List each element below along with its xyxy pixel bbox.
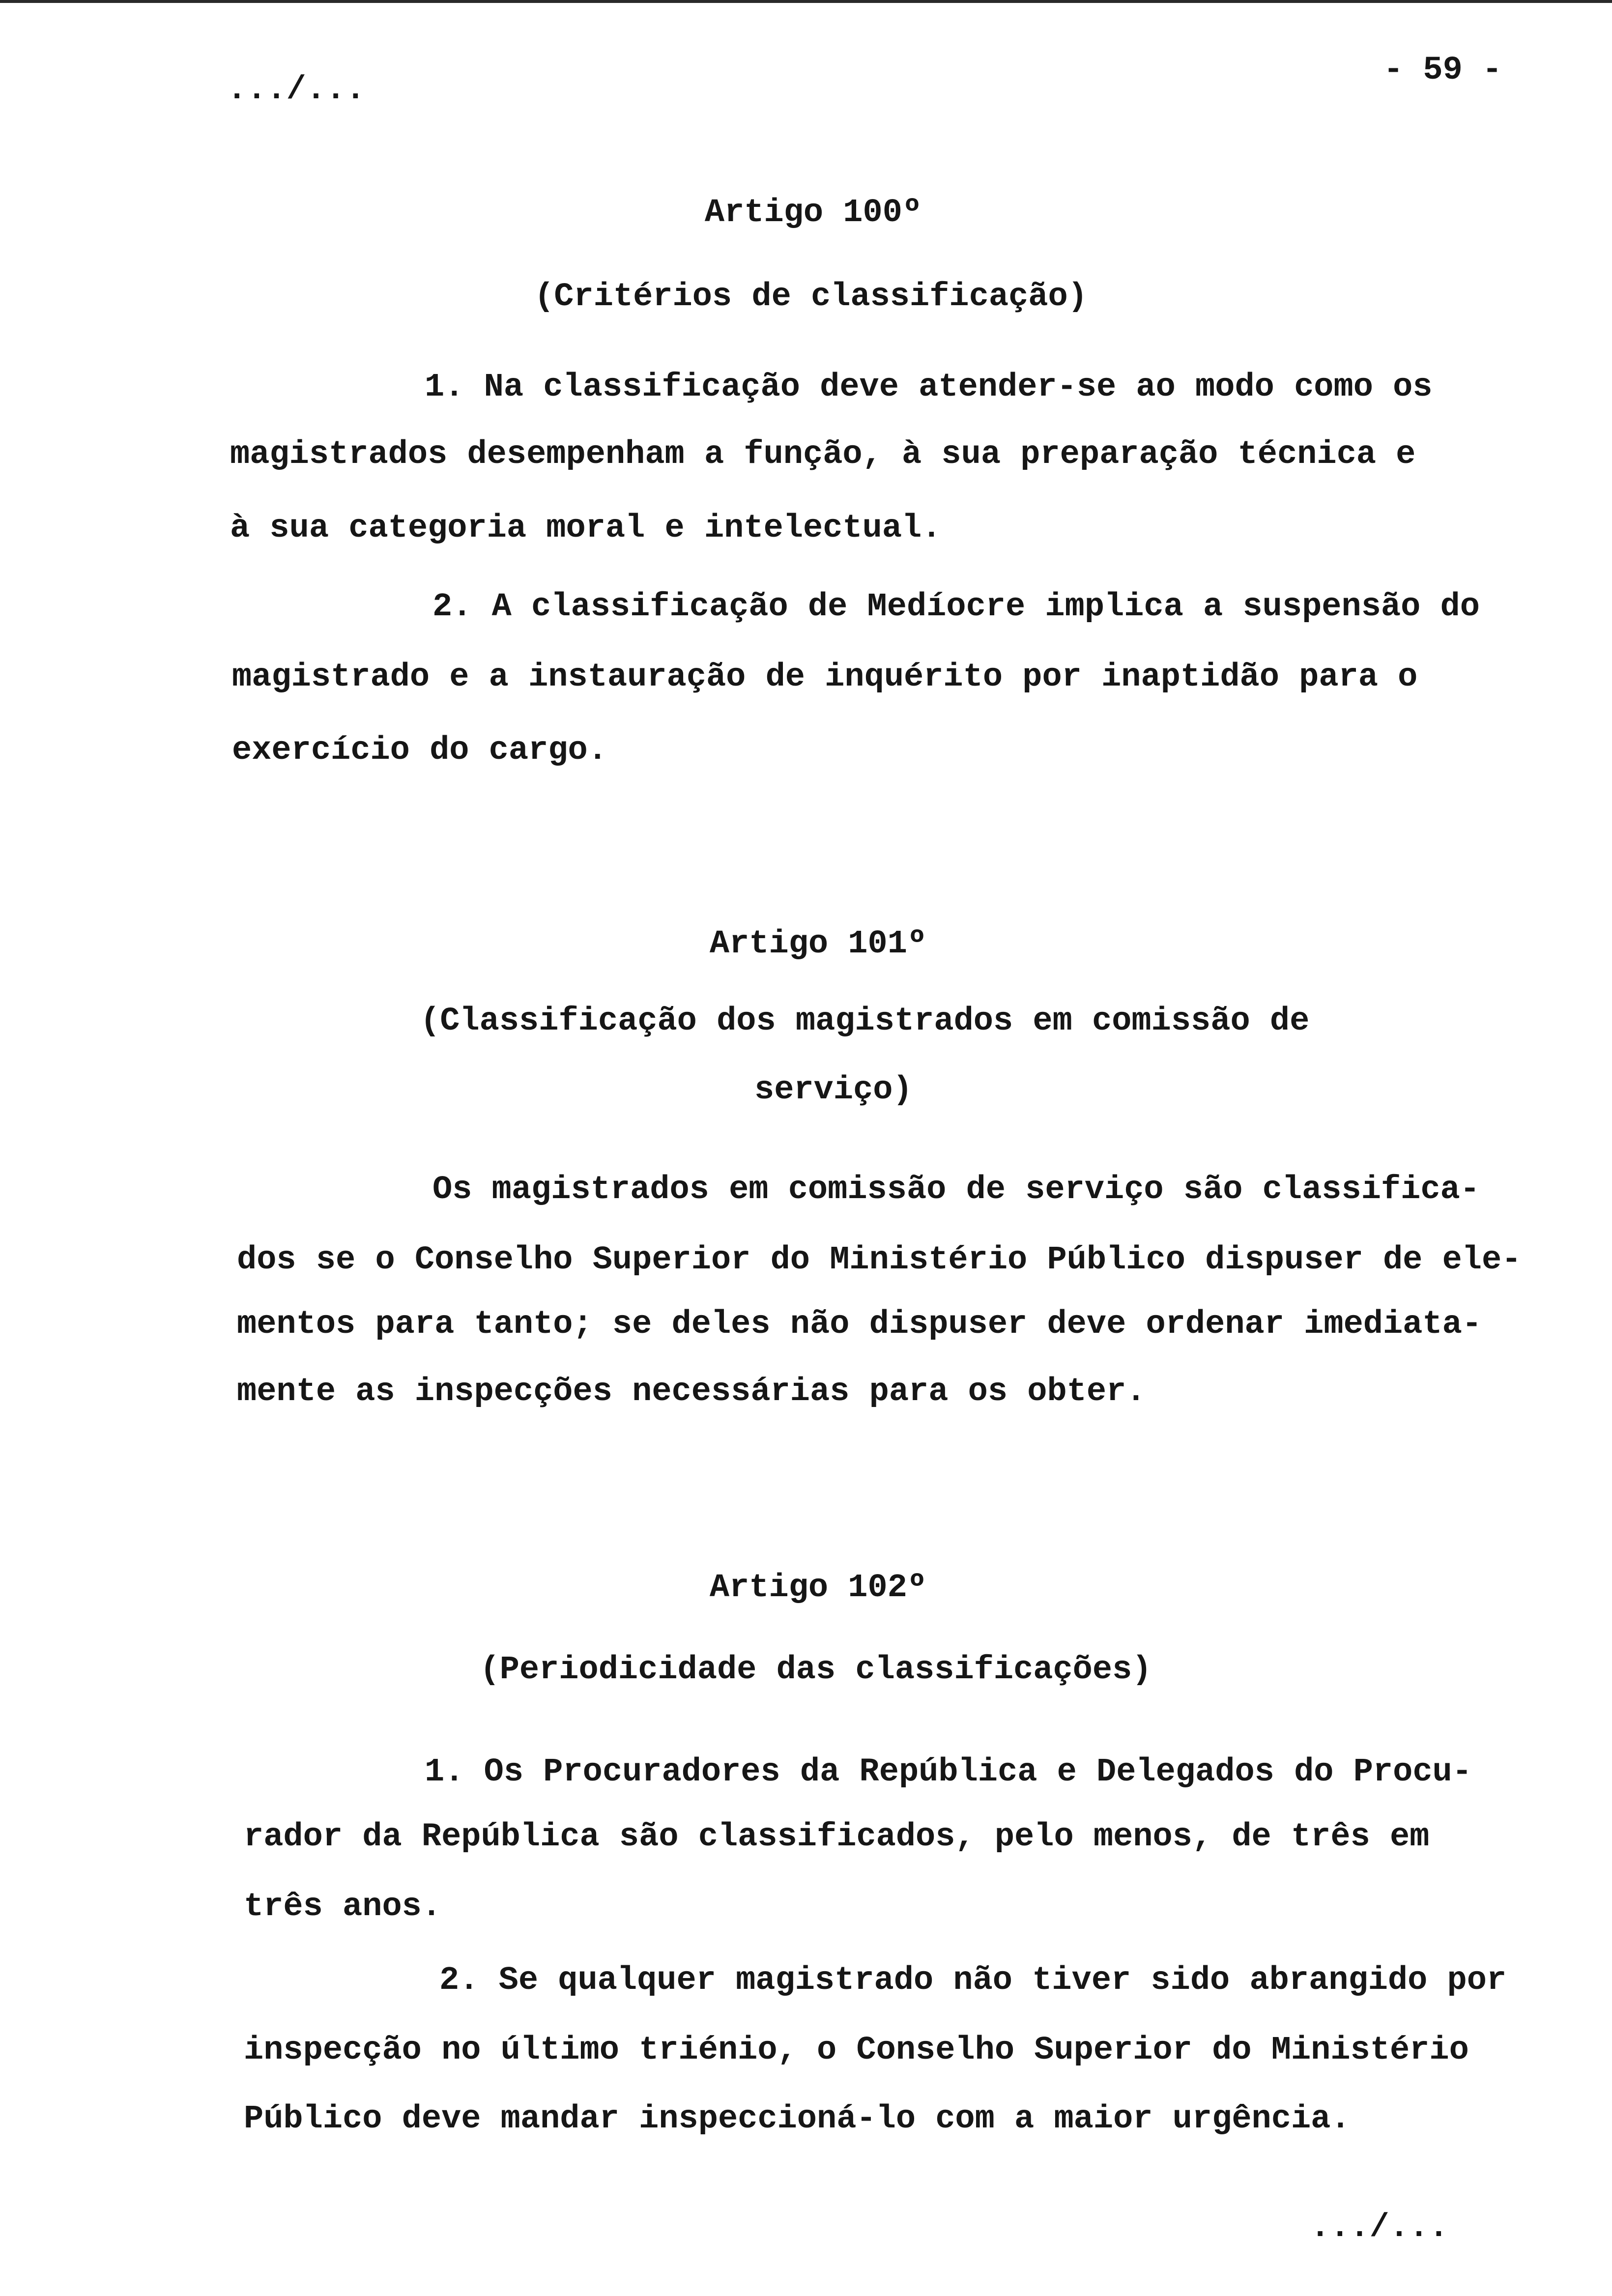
article-100-heading: (Critérios de classificação): [534, 278, 1088, 316]
article-100-line: exercício do cargo.: [232, 732, 607, 769]
article-100-line: à sua categoria moral e intelectual.: [230, 510, 942, 547]
article-100-title: Artigo 100º: [704, 194, 922, 231]
article-102-line: rador da República são classificados, pelo menos, de três em: [244, 1818, 1430, 1856]
article-102-line: Público deve mandar inspeccioná-lo com a maior urgência.: [244, 2100, 1351, 2138]
scan-top-edge: [0, 0, 1612, 3]
article-100-line: 1. Na classificação deve atender-se ao modo como os: [425, 369, 1433, 406]
article-101-line: Os magistrados em comissão de serviço são classifica-: [432, 1171, 1480, 1208]
article-100-line: 2. A classificação de Medíocre implica a suspensão do: [432, 588, 1480, 626]
article-102-heading: (Periodicidade das classificações): [480, 1651, 1152, 1689]
article-101-line: mentos para tanto; se deles não dispuser deve ordenar imediata-: [237, 1306, 1482, 1343]
article-101-line: mente as inspecções necessárias para os obter.: [237, 1373, 1146, 1410]
article-101-heading: (Classificação dos magistrados em comissão de: [420, 1003, 1310, 1040]
article-102-title: Artigo 102º: [709, 1569, 927, 1607]
article-102-line: 2. Se qualquer magistrado não tiver sido abrangido por: [439, 1962, 1507, 1999]
article-101-title: Artigo 101º: [709, 925, 927, 963]
article-100-line: magistrados desempenham a função, à sua preparação técnica e: [230, 436, 1416, 473]
article-100-line: magistrado e a instauração de inquérito por inaptidão para o: [232, 659, 1418, 696]
header-continuation: .../...: [227, 71, 366, 109]
article-101-heading: serviço): [754, 1071, 913, 1109]
article-102-line: inspecção no último triénio, o Conselho Superior do Ministério: [244, 2032, 1469, 2069]
article-102-line: três anos.: [244, 1888, 442, 1925]
article-101-line: dos se o Conselho Superior do Ministério Público dispuser de ele-: [237, 1241, 1522, 1279]
footer-continuation: .../...: [1310, 2209, 1449, 2246]
article-102-line: 1. Os Procuradores da República e Delegados do Procu-: [425, 1753, 1472, 1791]
page-number: - 59 -: [1383, 52, 1502, 89]
